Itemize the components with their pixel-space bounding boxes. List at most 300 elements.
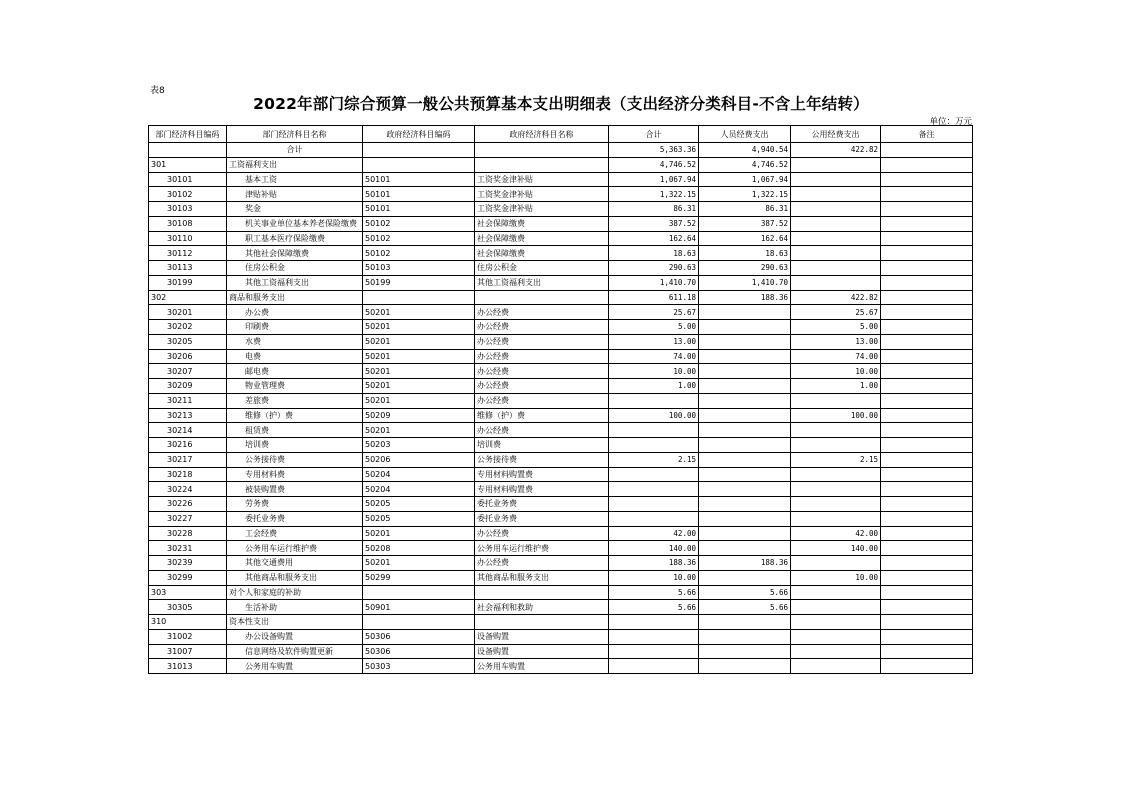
- gov-name-cell: 办公经费: [475, 526, 609, 541]
- gov-code-cell: 50201: [363, 379, 475, 394]
- gov-name-cell: 其他工资福利支出: [475, 275, 609, 290]
- dept-name-cell: 基本工资: [227, 172, 363, 187]
- dept-code-cell: 30299: [149, 570, 227, 585]
- dept-code-cell: 30211: [149, 393, 227, 408]
- public-cell: 422.82: [791, 143, 881, 158]
- personnel-cell: [699, 526, 791, 541]
- public-cell: 5.00: [791, 320, 881, 335]
- dept-code-cell: 30224: [149, 482, 227, 497]
- public-cell: [791, 157, 881, 172]
- gov-name-cell: 培训费: [475, 438, 609, 453]
- gov-code-cell: [363, 585, 475, 600]
- public-cell: [791, 202, 881, 217]
- table-row: [149, 438, 973, 453]
- public-cell: [791, 246, 881, 261]
- note-cell: [881, 408, 973, 423]
- note-cell: [881, 482, 973, 497]
- gov-code-cell: 50201: [363, 526, 475, 541]
- note-cell: [881, 541, 973, 556]
- gov-name-cell: 工资奖金津补贴: [475, 187, 609, 202]
- gov-name-cell: 住房公积金: [475, 261, 609, 276]
- dept-name-cell: 资本性支出: [227, 615, 363, 630]
- gov-code-cell: 50102: [363, 246, 475, 261]
- gov-name-cell: 专用材料购置费: [475, 467, 609, 482]
- table-number: 表8: [150, 86, 165, 96]
- dept-code-cell: 302: [149, 290, 227, 305]
- note-cell: [881, 187, 973, 202]
- dept-name-cell: 津贴补贴: [227, 187, 363, 202]
- note-cell: [881, 275, 973, 290]
- category-row: [149, 615, 973, 630]
- personnel-cell: [699, 320, 791, 335]
- note-cell: [881, 644, 973, 659]
- gov-name-cell: 社会保障缴费: [475, 231, 609, 246]
- dept-name-cell: 生活补助: [227, 600, 363, 615]
- dept-name-cell: 公务接待费: [227, 452, 363, 467]
- dept-code-cell: 30226: [149, 497, 227, 512]
- public-cell: 140.00: [791, 541, 881, 556]
- table-row: [149, 305, 973, 320]
- gov-name-cell: 办公经费: [475, 334, 609, 349]
- table-row: [149, 511, 973, 526]
- gov-name-cell: 办公经费: [475, 349, 609, 364]
- gov-name-cell: 社会保障缴费: [475, 246, 609, 261]
- table-row: [149, 216, 973, 231]
- dept-code-cell: 30110: [149, 231, 227, 246]
- table-row: [149, 393, 973, 408]
- dept-code-cell: 30113: [149, 261, 227, 276]
- personnel-cell: [699, 541, 791, 556]
- dept-name-cell: 其他商品和服务支出: [227, 570, 363, 585]
- header-gov-code: 政府经济科目编码: [363, 126, 475, 143]
- gov-code-cell: 50201: [363, 364, 475, 379]
- total-cell: 290.63: [609, 261, 699, 276]
- header-note: 备注: [881, 126, 973, 143]
- personnel-cell: [699, 305, 791, 320]
- note-cell: [881, 290, 973, 305]
- total-cell: 1.00: [609, 379, 699, 394]
- table-row: [149, 379, 973, 394]
- header-personnel: 人员经费支出: [699, 126, 791, 143]
- dept-code-cell: 30102: [149, 187, 227, 202]
- public-cell: [791, 659, 881, 674]
- public-cell: [791, 187, 881, 202]
- note-cell: [881, 334, 973, 349]
- header-total: 合计: [609, 126, 699, 143]
- public-cell: [791, 231, 881, 246]
- personnel-cell: 18.63: [699, 246, 791, 261]
- gov-code-cell: 50201: [363, 349, 475, 364]
- dept-code-cell: 30216: [149, 438, 227, 453]
- gov-code-cell: 50199: [363, 275, 475, 290]
- header-row: [149, 126, 973, 143]
- personnel-cell: 290.63: [699, 261, 791, 276]
- personnel-cell: 162.64: [699, 231, 791, 246]
- category-row: [149, 290, 973, 305]
- total-cell: 1,067.94: [609, 172, 699, 187]
- gov-name-cell: 办公经费: [475, 379, 609, 394]
- public-cell: 25.67: [791, 305, 881, 320]
- header-dept-code: 部门经济科目编码: [149, 126, 227, 143]
- note-cell: [881, 246, 973, 261]
- note-cell: [881, 585, 973, 600]
- gov-code-cell: 50299: [363, 570, 475, 585]
- gov-code-cell: 50208: [363, 541, 475, 556]
- table-row: [149, 629, 973, 644]
- dept-code-cell: 30205: [149, 334, 227, 349]
- dept-code-cell: 30108: [149, 216, 227, 231]
- dept-code-cell: 30112: [149, 246, 227, 261]
- dept-name-cell: 专用材料费: [227, 467, 363, 482]
- table-row: [149, 246, 973, 261]
- personnel-cell: [699, 467, 791, 482]
- unit-label: 单位：万元: [929, 117, 972, 127]
- total-row: [149, 143, 973, 158]
- note-cell: [881, 261, 973, 276]
- dept-name-cell: 维修（护）费: [227, 408, 363, 423]
- dept-name-cell: 印刷费: [227, 320, 363, 335]
- gov-code-cell: 50205: [363, 497, 475, 512]
- dept-name-cell: 合计: [227, 143, 363, 158]
- gov-name-cell: 其他商品和服务支出: [475, 570, 609, 585]
- note-cell: [881, 320, 973, 335]
- gov-code-cell: 50201: [363, 320, 475, 335]
- table-row: [149, 320, 973, 335]
- gov-code-cell: 50306: [363, 629, 475, 644]
- gov-name-cell: 办公经费: [475, 305, 609, 320]
- total-cell: [609, 438, 699, 453]
- gov-name-cell: 办公经费: [475, 320, 609, 335]
- total-cell: 188.36: [609, 556, 699, 571]
- public-cell: 2.15: [791, 452, 881, 467]
- personnel-cell: 188.36: [699, 556, 791, 571]
- gov-code-cell: 50204: [363, 482, 475, 497]
- public-cell: 422.82: [791, 290, 881, 305]
- dept-name-cell: 信息网络及软件购置更新: [227, 644, 363, 659]
- dept-code-cell: 303: [149, 585, 227, 600]
- public-cell: 10.00: [791, 364, 881, 379]
- public-cell: 1.00: [791, 379, 881, 394]
- personnel-cell: 5.66: [699, 585, 791, 600]
- gov-name-cell: [475, 615, 609, 630]
- total-cell: 5.66: [609, 600, 699, 615]
- personnel-cell: [699, 393, 791, 408]
- dept-code-cell: [149, 143, 227, 158]
- category-row: [149, 585, 973, 600]
- total-cell: 140.00: [609, 541, 699, 556]
- personnel-cell: [699, 629, 791, 644]
- gov-code-cell: 50101: [363, 172, 475, 187]
- personnel-cell: 1,410.70: [699, 275, 791, 290]
- gov-code-cell: 50303: [363, 659, 475, 674]
- gov-name-cell: 委托业务费: [475, 497, 609, 512]
- dept-code-cell: 30206: [149, 349, 227, 364]
- gov-name-cell: 专用材料购置费: [475, 482, 609, 497]
- dept-name-cell: 公务用车运行维护费: [227, 541, 363, 556]
- dept-name-cell: 职工基本医疗保险缴费: [227, 231, 363, 246]
- gov-code-cell: 50201: [363, 305, 475, 320]
- dept-code-cell: 30207: [149, 364, 227, 379]
- gov-name-cell: 委托业务费: [475, 511, 609, 526]
- personnel-cell: [699, 364, 791, 379]
- note-cell: [881, 172, 973, 187]
- personnel-cell: [699, 423, 791, 438]
- table-row: [149, 349, 973, 364]
- personnel-cell: [699, 349, 791, 364]
- public-cell: [791, 497, 881, 512]
- note-cell: [881, 216, 973, 231]
- table-row: [149, 556, 973, 571]
- total-cell: 42.00: [609, 526, 699, 541]
- dept-name-cell: 水费: [227, 334, 363, 349]
- gov-name-cell: [475, 143, 609, 158]
- dept-code-cell: 30101: [149, 172, 227, 187]
- total-cell: [609, 482, 699, 497]
- dept-name-cell: 对个人和家庭的补助: [227, 585, 363, 600]
- gov-code-cell: 50101: [363, 187, 475, 202]
- note-cell: [881, 556, 973, 571]
- total-cell: [609, 615, 699, 630]
- note-cell: [881, 157, 973, 172]
- gov-name-cell: 维修（护）费: [475, 408, 609, 423]
- note-cell: [881, 202, 973, 217]
- total-cell: 162.64: [609, 231, 699, 246]
- public-cell: [791, 644, 881, 659]
- dept-name-cell: 被装购置费: [227, 482, 363, 497]
- personnel-cell: 86.31: [699, 202, 791, 217]
- note-cell: [881, 629, 973, 644]
- gov-code-cell: 50209: [363, 408, 475, 423]
- total-cell: 1,322.15: [609, 187, 699, 202]
- gov-code-cell: 50203: [363, 438, 475, 453]
- note-cell: [881, 511, 973, 526]
- dept-name-cell: 其他交通费用: [227, 556, 363, 571]
- total-cell: [609, 629, 699, 644]
- table-row: [149, 364, 973, 379]
- table-row: [149, 497, 973, 512]
- gov-code-cell: [363, 157, 475, 172]
- table-row: [149, 659, 973, 674]
- table-row: [149, 526, 973, 541]
- dept-name-cell: 劳务费: [227, 497, 363, 512]
- dept-name-cell: 办公费: [227, 305, 363, 320]
- personnel-cell: [699, 452, 791, 467]
- dept-name-cell: 电费: [227, 349, 363, 364]
- dept-name-cell: 差旅费: [227, 393, 363, 408]
- gov-name-cell: 设备购置: [475, 644, 609, 659]
- table-row: [149, 467, 973, 482]
- gov-code-cell: 50306: [363, 644, 475, 659]
- gov-code-cell: 50201: [363, 334, 475, 349]
- expenditure-table: [148, 125, 973, 674]
- personnel-cell: [699, 644, 791, 659]
- gov-code-cell: 50101: [363, 202, 475, 217]
- public-cell: [791, 393, 881, 408]
- total-cell: 5.00: [609, 320, 699, 335]
- gov-code-cell: 50206: [363, 452, 475, 467]
- dept-name-cell: 物业管理费: [227, 379, 363, 394]
- note-cell: [881, 393, 973, 408]
- public-cell: [791, 172, 881, 187]
- total-cell: [609, 659, 699, 674]
- table-row: [149, 187, 973, 202]
- note-cell: [881, 615, 973, 630]
- dept-name-cell: 办公设备购置: [227, 629, 363, 644]
- dept-code-cell: 301: [149, 157, 227, 172]
- dept-code-cell: 30231: [149, 541, 227, 556]
- total-cell: 10.00: [609, 570, 699, 585]
- public-cell: [791, 615, 881, 630]
- table-row: [149, 334, 973, 349]
- note-cell: [881, 143, 973, 158]
- table-row: [149, 202, 973, 217]
- gov-code-cell: 50102: [363, 231, 475, 246]
- dept-code-cell: 30305: [149, 600, 227, 615]
- note-cell: [881, 600, 973, 615]
- gov-name-cell: [475, 290, 609, 305]
- gov-name-cell: [475, 585, 609, 600]
- total-cell: 5,363.36: [609, 143, 699, 158]
- table-row: [149, 541, 973, 556]
- total-cell: 4,746.52: [609, 157, 699, 172]
- dept-code-cell: 30103: [149, 202, 227, 217]
- dept-code-cell: 31007: [149, 644, 227, 659]
- dept-code-cell: 30199: [149, 275, 227, 290]
- dept-name-cell: 工资福利支出: [227, 157, 363, 172]
- gov-name-cell: 社会福利和救助: [475, 600, 609, 615]
- dept-code-cell: 310: [149, 615, 227, 630]
- dept-code-cell: 31002: [149, 629, 227, 644]
- gov-name-cell: 公务用车运行维护费: [475, 541, 609, 556]
- note-cell: [881, 364, 973, 379]
- note-cell: [881, 379, 973, 394]
- dept-code-cell: 30213: [149, 408, 227, 423]
- dept-code-cell: 30227: [149, 511, 227, 526]
- personnel-cell: [699, 570, 791, 585]
- note-cell: [881, 570, 973, 585]
- public-cell: 13.00: [791, 334, 881, 349]
- total-cell: 100.00: [609, 408, 699, 423]
- header-gov-name: 政府经济科目名称: [475, 126, 609, 143]
- personnel-cell: [699, 659, 791, 674]
- total-cell: [609, 511, 699, 526]
- gov-name-cell: 办公经费: [475, 556, 609, 571]
- dept-name-cell: 奖金: [227, 202, 363, 217]
- note-cell: [881, 497, 973, 512]
- public-cell: 74.00: [791, 349, 881, 364]
- gov-name-cell: 公务用车购置: [475, 659, 609, 674]
- public-cell: [791, 629, 881, 644]
- total-cell: [609, 393, 699, 408]
- public-cell: [791, 423, 881, 438]
- gov-code-cell: 50201: [363, 393, 475, 408]
- total-cell: 5.66: [609, 585, 699, 600]
- public-cell: [791, 482, 881, 497]
- note-cell: [881, 231, 973, 246]
- table-row: [149, 275, 973, 290]
- total-cell: [609, 644, 699, 659]
- gov-name-cell: 社会保障缴费: [475, 216, 609, 231]
- personnel-cell: 4,746.52: [699, 157, 791, 172]
- dept-name-cell: 住房公积金: [227, 261, 363, 276]
- total-cell: 1,410.70: [609, 275, 699, 290]
- dept-name-cell: 其他社会保障缴费: [227, 246, 363, 261]
- gov-name-cell: 办公经费: [475, 364, 609, 379]
- gov-code-cell: 50201: [363, 423, 475, 438]
- gov-code-cell: [363, 615, 475, 630]
- total-cell: [609, 497, 699, 512]
- table-row: [149, 644, 973, 659]
- dept-name-cell: 租赁费: [227, 423, 363, 438]
- header-public: 公用经费支出: [791, 126, 881, 143]
- dept-code-cell: 30217: [149, 452, 227, 467]
- dept-code-cell: 30202: [149, 320, 227, 335]
- personnel-cell: [699, 497, 791, 512]
- gov-name-cell: 办公经费: [475, 393, 609, 408]
- gov-name-cell: 设备购置: [475, 629, 609, 644]
- total-cell: 86.31: [609, 202, 699, 217]
- note-cell: [881, 305, 973, 320]
- note-cell: [881, 526, 973, 541]
- table-row: [149, 600, 973, 615]
- personnel-cell: 1,322.15: [699, 187, 791, 202]
- table-row: [149, 231, 973, 246]
- personnel-cell: 5.66: [699, 600, 791, 615]
- dept-name-cell: 工会经费: [227, 526, 363, 541]
- gov-name-cell: 工资奖金津补贴: [475, 202, 609, 217]
- personnel-cell: 387.52: [699, 216, 791, 231]
- gov-code-cell: 50201: [363, 556, 475, 571]
- note-cell: [881, 467, 973, 482]
- note-cell: [881, 423, 973, 438]
- note-cell: [881, 452, 973, 467]
- total-cell: 387.52: [609, 216, 699, 231]
- dept-name-cell: 委托业务费: [227, 511, 363, 526]
- document-title: 2022年部门综合预算一般公共预算基本支出明细表（支出经济分类科目-不含上年结转）: [253, 95, 869, 113]
- gov-code-cell: [363, 143, 475, 158]
- dept-code-cell: 30214: [149, 423, 227, 438]
- personnel-cell: [699, 438, 791, 453]
- personnel-cell: [699, 379, 791, 394]
- personnel-cell: 1,067.94: [699, 172, 791, 187]
- public-cell: [791, 438, 881, 453]
- dept-name-cell: 机关事业单位基本养老保险缴费: [227, 216, 363, 231]
- personnel-cell: [699, 482, 791, 497]
- dept-code-cell: 30209: [149, 379, 227, 394]
- total-cell: 611.18: [609, 290, 699, 305]
- header-dept-name: 部门经济科目名称: [227, 126, 363, 143]
- total-cell: 2.15: [609, 452, 699, 467]
- personnel-cell: [699, 408, 791, 423]
- public-cell: [791, 216, 881, 231]
- dept-name-cell: 邮电费: [227, 364, 363, 379]
- dept-code-cell: 30239: [149, 556, 227, 571]
- table-row: [149, 423, 973, 438]
- personnel-cell: [699, 615, 791, 630]
- public-cell: 10.00: [791, 570, 881, 585]
- total-cell: 74.00: [609, 349, 699, 364]
- table-row: [149, 452, 973, 467]
- gov-name-cell: 公务接待费: [475, 452, 609, 467]
- table-row: [149, 570, 973, 585]
- public-cell: [791, 467, 881, 482]
- dept-code-cell: 31013: [149, 659, 227, 674]
- gov-code-cell: 50204: [363, 467, 475, 482]
- table-row: [149, 261, 973, 276]
- gov-name-cell: 工资奖金津补贴: [475, 172, 609, 187]
- gov-code-cell: [363, 290, 475, 305]
- category-row: [149, 157, 973, 172]
